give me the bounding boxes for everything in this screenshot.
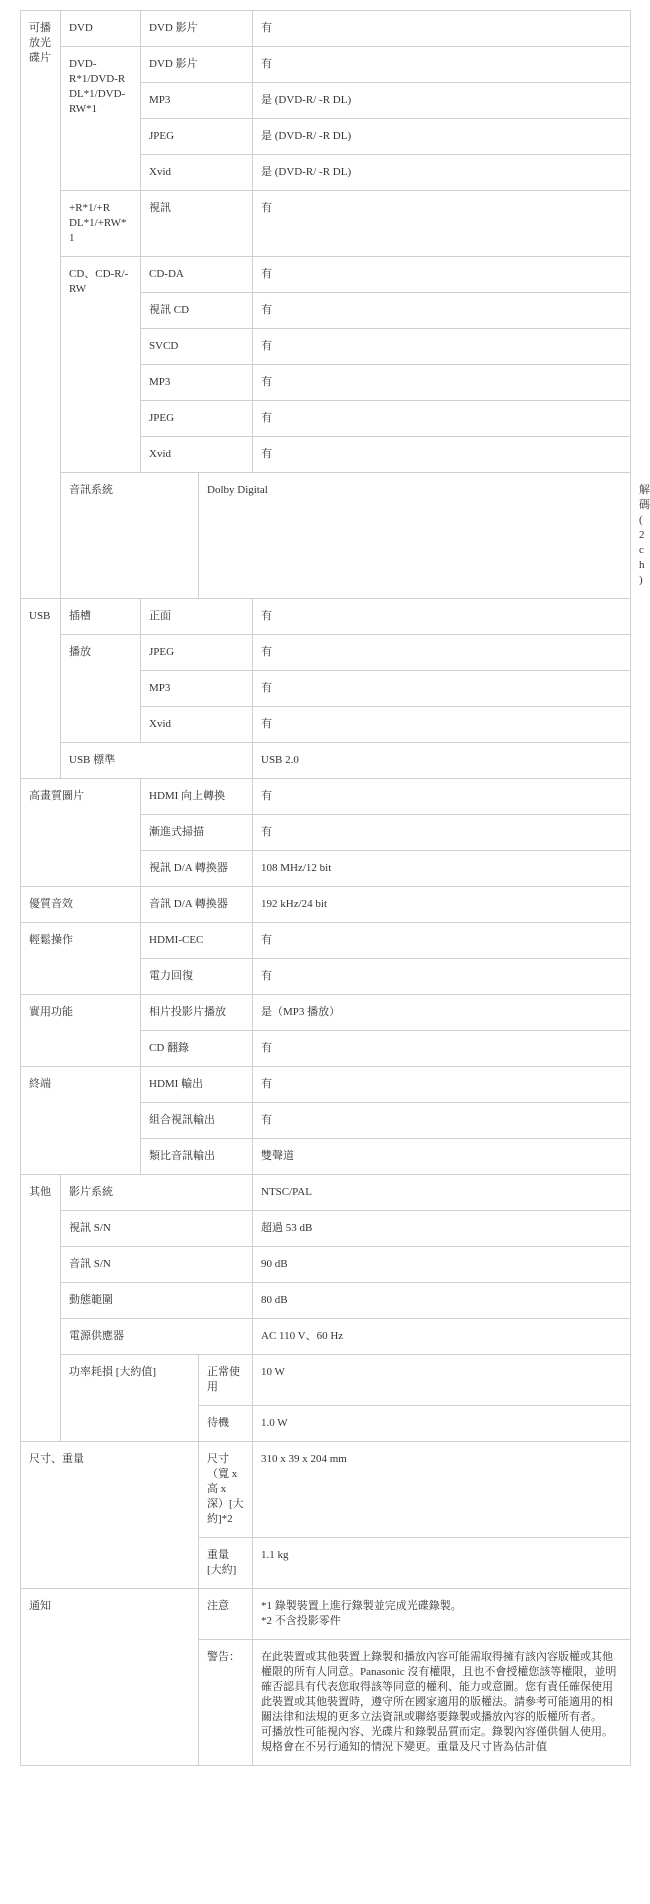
spec-item: 電力回復 bbox=[141, 959, 253, 995]
spec-value: 192 kHz/24 bit bbox=[253, 887, 631, 923]
spec-value: 有 bbox=[253, 923, 631, 959]
table-row bbox=[21, 1175, 631, 1211]
spec-value: 是 (DVD-R/ -R DL) bbox=[253, 155, 631, 191]
spec-value: 有 bbox=[253, 11, 631, 47]
spec-value: 有 bbox=[253, 257, 631, 293]
spec-value: 90 dB bbox=[253, 1247, 631, 1283]
table-row: 音訊系統 Dolby Digital 解碼 (2ch) bbox=[21, 473, 631, 599]
section-label-dimensions: 尺寸、重量 bbox=[21, 1442, 199, 1589]
media-type: CD-DA bbox=[141, 257, 253, 293]
usb-play-label: 播放 bbox=[61, 635, 141, 743]
table-row bbox=[21, 923, 631, 959]
table-row bbox=[21, 887, 631, 923]
spec-value: NTSC/PAL bbox=[253, 1175, 631, 1211]
spec-value: 有 bbox=[253, 47, 631, 83]
note-label: 注意 bbox=[199, 1589, 253, 1640]
spec-item: 影片系統 bbox=[61, 1175, 253, 1211]
spec-item: 待機 bbox=[199, 1406, 253, 1442]
spec-table bbox=[20, 10, 650, 1766]
disc-type-dvd: DVD bbox=[61, 11, 141, 47]
table-row bbox=[21, 1211, 631, 1247]
spec-item: Dolby Digital bbox=[199, 473, 631, 599]
spec-value: 有 bbox=[253, 365, 631, 401]
warning-label: 警告： bbox=[199, 1640, 253, 1766]
spec-value: 是 (DVD-R/ -R DL) bbox=[253, 83, 631, 119]
table-row bbox=[21, 1355, 631, 1406]
warning-text: 在此裝置或其他裝置上錄製和播放內容可能需取得擁有該內容版權或其他權限的所有人同意。Panasonic 沒有權限，且也不會授權您該等權限，並明確否認具有代表您取得該等同意的權利、能力或意圖。您有責任確保使用此裝置或其他裝置時，遵守所在國家適用的版權法。請參考可能適用的相關法律和法規的更多立法資訊或聯絡要錄製或播放內容的版權所有者。 可播放性可能視內容、光碟片和錄製品質而定。錄製內容僅供個人使用。 規格會在不另行通知的情況下變更。重量及尺寸皆為估計值 bbox=[253, 1640, 631, 1766]
media-type: JPEG bbox=[141, 401, 253, 437]
spec-value: 10 W bbox=[253, 1355, 631, 1406]
disc-type-plusr: +R*1/+R DL*1/+RW*1 bbox=[61, 191, 141, 257]
spec-value: 是（MP3 播放） bbox=[253, 995, 631, 1031]
spec-value: 有 bbox=[253, 1067, 631, 1103]
spec-value: 80 dB bbox=[253, 1283, 631, 1319]
spec-item: 音訊 S/N bbox=[61, 1247, 253, 1283]
spec-value: 310 x 39 x 204 mm bbox=[253, 1442, 631, 1538]
media-type: DVD 影片 bbox=[141, 11, 253, 47]
spec-item: 正常使用 bbox=[199, 1355, 253, 1406]
section-label-others: 其他 bbox=[21, 1175, 61, 1442]
spec-value: 1.0 W bbox=[253, 1406, 631, 1442]
spec-item: Xvid bbox=[141, 707, 253, 743]
table-row bbox=[21, 599, 631, 635]
table-row bbox=[21, 191, 631, 257]
spec-value: 是 (DVD-R/ -R DL) bbox=[253, 119, 631, 155]
power-consumption-label: 功率耗損 [大約值] bbox=[61, 1355, 199, 1442]
spec-value: 有 bbox=[253, 779, 631, 815]
media-type: MP3 bbox=[141, 83, 253, 119]
spec-item: 正面 bbox=[141, 599, 253, 635]
section-label-notice: 通知 bbox=[21, 1589, 199, 1766]
spec-item: 漸進式掃描 bbox=[141, 815, 253, 851]
spec-item: HDMI 向上轉換 bbox=[141, 779, 253, 815]
spec-value: 有 bbox=[253, 329, 631, 365]
section-label-audio-system: 音訊系統 bbox=[61, 473, 199, 599]
spec-item: 電源供應器 bbox=[61, 1319, 253, 1355]
table-row bbox=[21, 47, 631, 83]
spec-value: 雙聲道 bbox=[253, 1139, 631, 1175]
table-row bbox=[21, 1319, 631, 1355]
spec-item: HDMI 輸出 bbox=[141, 1067, 253, 1103]
spec-item: 重量 [大約] bbox=[199, 1538, 253, 1589]
spec-value: 1.1 kg bbox=[253, 1538, 631, 1589]
media-type: MP3 bbox=[141, 365, 253, 401]
spec-value: 有 bbox=[253, 1103, 631, 1139]
spec-item: MP3 bbox=[141, 671, 253, 707]
spec-item: HDMI-CEC bbox=[141, 923, 253, 959]
spec-value: 有 bbox=[253, 635, 631, 671]
usb-slot-label: 插槽 bbox=[61, 599, 141, 635]
spec-value: 有 bbox=[253, 707, 631, 743]
table-row bbox=[21, 11, 631, 47]
section-label-easy-operation: 輕鬆操作 bbox=[21, 923, 141, 995]
media-type: 視訊 CD bbox=[141, 293, 253, 329]
section-label-quality-sound: 優質音效 bbox=[21, 887, 141, 923]
spec-item: 類比音訊輸出 bbox=[141, 1139, 253, 1175]
section-label-hd-picture: 高畫質圖片 bbox=[21, 779, 141, 887]
media-type: Xvid bbox=[141, 155, 253, 191]
table-row bbox=[21, 779, 631, 815]
spec-item: 組合視訊輸出 bbox=[141, 1103, 253, 1139]
spec-item: CD 翻錄 bbox=[141, 1031, 253, 1067]
spec-value: 有 bbox=[253, 1031, 631, 1067]
spec-value: 有 bbox=[253, 815, 631, 851]
spec-value: 有 bbox=[253, 671, 631, 707]
spec-item: 視訊 S/N bbox=[61, 1211, 253, 1247]
table-row bbox=[21, 743, 631, 779]
table-row bbox=[21, 1067, 631, 1103]
section-label-terminals: 終端 bbox=[21, 1067, 141, 1175]
spec-item: 視訊 D/A 轉換器 bbox=[141, 851, 253, 887]
media-type: 視訊 bbox=[141, 191, 253, 257]
table-row bbox=[21, 1442, 631, 1538]
table-row bbox=[21, 257, 631, 293]
table-row bbox=[21, 1283, 631, 1319]
section-label-practical: 實用功能 bbox=[21, 995, 141, 1067]
media-type: JPEG bbox=[141, 119, 253, 155]
spec-item: 動態範圍 bbox=[61, 1283, 253, 1319]
section-label-usb: USB bbox=[21, 599, 61, 779]
table-row bbox=[21, 1589, 631, 1640]
spec-value: 有 bbox=[253, 599, 631, 635]
spec-value: 有 bbox=[253, 401, 631, 437]
spec-value: 有 bbox=[253, 959, 631, 995]
media-type: SVCD bbox=[141, 329, 253, 365]
disc-type-cd: CD、CD-R/-RW bbox=[61, 257, 141, 473]
spec-item: 相片投影片播放 bbox=[141, 995, 253, 1031]
table-row bbox=[21, 635, 631, 671]
spec-item: 音訊 D/A 轉換器 bbox=[141, 887, 253, 923]
spec-value: 有 bbox=[253, 191, 631, 257]
media-type: Xvid bbox=[141, 437, 253, 473]
spec-value: 超過 53 dB bbox=[253, 1211, 631, 1247]
media-type: DVD 影片 bbox=[141, 47, 253, 83]
section-label-playback: 可播放光碟片 bbox=[21, 11, 61, 599]
spec-value: 108 MHz/12 bit bbox=[253, 851, 631, 887]
spec-value: USB 2.0 bbox=[253, 743, 631, 779]
spec-value: 有 bbox=[253, 437, 631, 473]
table-row bbox=[21, 1247, 631, 1283]
spec-value: AC 110 V、60 Hz bbox=[253, 1319, 631, 1355]
spec-value: 有 bbox=[253, 293, 631, 329]
spec-item: 尺寸（寬 x 高 x 深）[大約]*2 bbox=[199, 1442, 253, 1538]
table-row bbox=[21, 995, 631, 1031]
disc-type-dvdr: DVD-R*1/DVD-R DL*1/DVD-RW*1 bbox=[61, 47, 141, 191]
usb-standard-label: USB 標準 bbox=[61, 743, 253, 779]
spec-item: JPEG bbox=[141, 635, 253, 671]
note-text: *1 錄製裝置上進行錄製並完成光碟錄製。 *2 不含投影零件 bbox=[253, 1589, 631, 1640]
